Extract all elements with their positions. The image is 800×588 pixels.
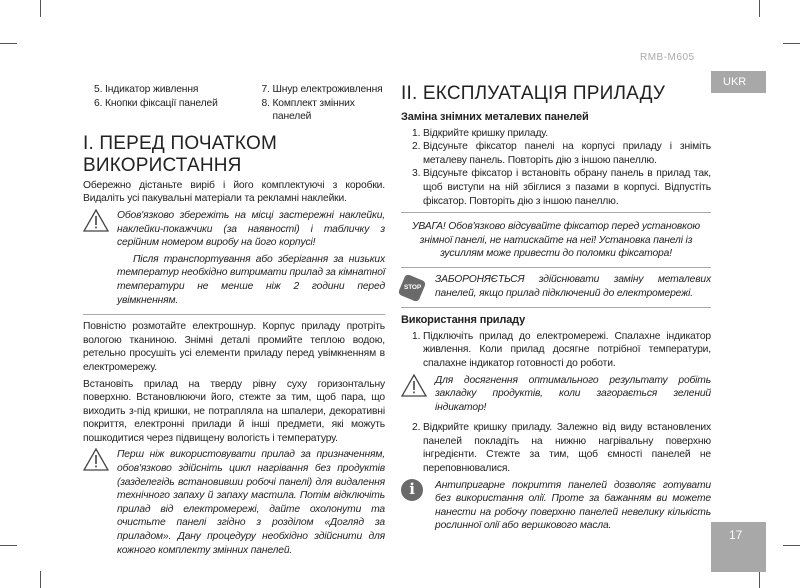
page-number: 17 — [711, 522, 766, 572]
warning-icon — [83, 448, 109, 560]
parts-list-b — [250, 83, 385, 124]
warning-block — [401, 374, 711, 418]
crop-mark — [783, 43, 800, 44]
info-text: Антипригарне покриття панелей дозволяє готувати без використання олії. Проте за бажанням ви можете нанести на робочу поверхню панелей невелику кількість рослинної олії або вершкового масла. — [435, 479, 711, 532]
paragraph: Обережно дістаньте виріб і його комплектуючі з коробки. Видаліть усі пакувальні матеріали та рекламні наклейки. — [83, 179, 385, 205]
stop-text: ЗАБОРОНЯЄТЬСЯ здійснювати заміну металевих панелей, якщо прилад підключений до електромережі. — [435, 273, 711, 299]
subheading: Заміна знімних металевих панелей — [401, 111, 589, 123]
list-item: 8. Комплект змінних панелей — [272, 97, 385, 124]
steps-list — [401, 330, 711, 371]
warning-text: Обов'язково збережіть на місці застережні наклейки, наклейки-покажчики (за наявності) і табличку з серійним номером виробу на його корпусі! — [117, 209, 385, 249]
warning-block — [83, 448, 385, 560]
crop-mark — [40, 0, 41, 17]
caution-note: УВАГА! Обов'язково відсувайте фіксатор перед установкою знімної панелі, не натискайте на неї! Установка панелі із зусиллям може привести до поломки фіксатора! — [401, 218, 711, 268]
step-item: 2. Відсуньте фіксатор панелі на корпусі приладу і зніміть металеву панель. Повторіть дію з іншою панеллю. — [423, 140, 711, 167]
list-item: 6. Кнопки фіксації панелей — [105, 97, 250, 111]
warning-text: Для досягнення оптимального результату робіть закладку продуктів, коли загорається зелений індикатор! — [435, 374, 711, 413]
crop-mark — [759, 0, 760, 17]
crop-mark — [0, 545, 17, 546]
paragraph: Встановіть прилад на тверду рівну суху горизонтальну поверхню. Встановлюючи його, стежте за тим, щоб пара, що виходить з-під кришки, не потрапляла на шпалери, декоративні покриття, електронні прилади й інші предмети, які можуть пошкодитися через підвищену вологість і температуру. — [83, 378, 385, 444]
crop-mark — [759, 571, 760, 588]
divider — [83, 314, 385, 315]
step-item: 1. Відкрийте кришку приладу. — [423, 127, 711, 141]
crop-mark — [40, 571, 41, 588]
warning-icon — [401, 374, 427, 418]
info-block — [401, 479, 711, 536]
steps-list — [401, 421, 711, 475]
info-icon: i — [401, 479, 427, 536]
subheading: Використання приладу — [401, 314, 526, 327]
paragraph: Повністю розмотайте електрошнур. Корпус приладу протріть вологою тканиною. Знімні деталі промийте теплою водою, ретельно просушіть усі елементи приладу перед увімкненням в електромережу. — [83, 321, 385, 373]
section-2-title: ІІ. ЕКСПЛУАТАЦІЯ ПРИЛАДУ — [401, 83, 666, 104]
warning-text: Перш ніж використовувати прилад за призначенням, обов'язково здійсніть цикл нагрівання без продуктів (зазделегідь встановивши робочі панелі) для видалення технічного запаху й запаху мастила. Потім відключіть прилад від електромережі, дайте охолонути та очистьте панелі згідно з розділом «Догляд за приладом». Дану процедуру необхідно здійснити для кожного комплекту змінних панелей. — [117, 449, 385, 556]
crop-mark — [783, 545, 800, 546]
stop-block — [401, 273, 711, 303]
crop-mark — [0, 43, 17, 44]
step-item: 1. Підключіть прилад до електромережі. Спалахне індикатор живлення. Коли прилад досягне потрібної температури, спалахне індикатор готовності до роботи. — [423, 330, 711, 371]
warning-block — [83, 209, 385, 310]
step-item: 2. Відкрийте кришку приладу. Залежно від виду встановлених панелей покладіть на нижню нагрівальну поверхню інгредієнти. Стежте за тим, щоб ємності панелей не переповнювалися. — [423, 421, 711, 475]
divider — [401, 307, 711, 308]
model-number: RMB-M605 — [640, 52, 695, 63]
left-column — [83, 83, 385, 564]
stop-icon: STOP — [401, 273, 427, 303]
step-item: 3. Відсуньте фіксатор і встановіть обрану панель в прилад так, щоб виступи на ній збіглися з пазами в корпусі. Відпустіть фіксатор. Повторіть дію з іншою панеллю. — [423, 167, 711, 208]
warning-icon — [83, 209, 109, 310]
parts-list-a — [83, 83, 250, 124]
right-column — [401, 83, 711, 540]
parts-list — [83, 83, 385, 124]
warning-text: Після транспортування або зберігання за низьких температур необхідно витримати прилад за кімнатної температури не менше ніж 2 години перед увімкненням. — [117, 253, 385, 306]
steps-list — [401, 127, 711, 209]
list-item: 7. Шнур електроживлення — [272, 83, 385, 97]
list-item: 5. Індикатор живлення — [105, 83, 250, 97]
divider — [401, 212, 711, 213]
section-1-title: І. ПЕРЕД ПОЧАТКОМ ВИКОРИСТАННЯ — [83, 132, 277, 176]
language-tab: UKR — [711, 71, 766, 93]
